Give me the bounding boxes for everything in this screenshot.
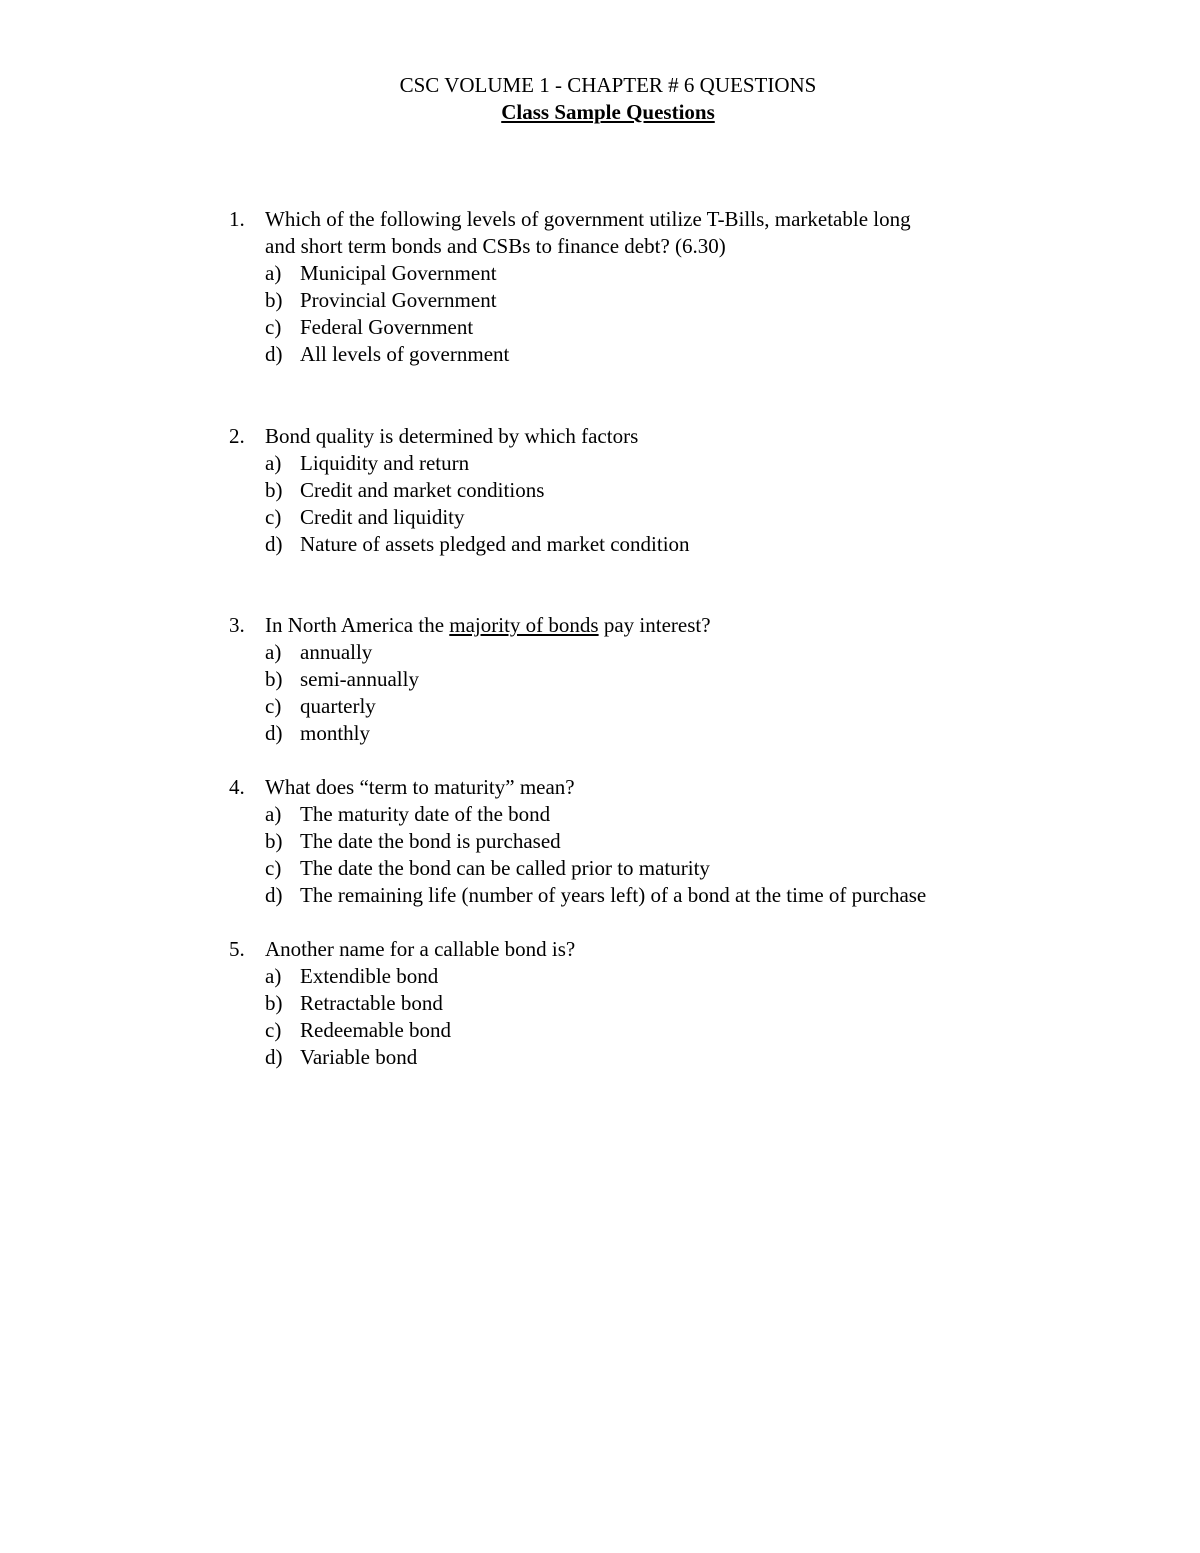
question-stem <box>229 936 1029 963</box>
option-letter: c) <box>265 856 282 880</box>
option-text: monthly <box>300 721 371 745</box>
option-letter: b) <box>265 991 283 1015</box>
answer-option-b <box>229 828 1029 855</box>
answer-option-c <box>229 1017 1029 1044</box>
question-number: 1. <box>229 207 245 231</box>
option-text: Redeemable bond <box>300 1018 452 1042</box>
question-stem <box>229 612 1029 639</box>
answer-option-c <box>229 314 1029 341</box>
option-letter: d) <box>265 342 283 366</box>
option-letter: c) <box>265 505 282 529</box>
question-text-line-2: and short term bonds and CSBs to finance debt? (6.30) <box>265 234 726 258</box>
question-text-start: In North America the <box>265 613 450 637</box>
answer-option-d <box>229 531 1029 558</box>
option-text: Retractable bond <box>300 991 443 1015</box>
answer-option-a <box>229 450 1029 477</box>
answer-option-b <box>229 990 1029 1017</box>
question-text: Bond quality is determined by which factors <box>265 424 639 448</box>
option-text: All levels of government <box>300 342 510 366</box>
answer-options <box>229 450 1029 558</box>
answer-option-b <box>229 666 1029 693</box>
question-number: 5. <box>229 937 245 961</box>
option-text: The remaining life (number of years left) of a bond at the time of purchase <box>300 883 927 907</box>
option-text: The date the bond is purchased <box>300 829 561 853</box>
option-text: The date the bond can be called prior to maturity <box>300 856 710 880</box>
option-text: Variable bond <box>300 1045 418 1069</box>
question-text: Another name for a callable bond is? <box>265 937 576 961</box>
option-text: Liquidity and return <box>300 451 470 475</box>
option-letter: d) <box>265 721 283 745</box>
answer-option-d <box>229 882 1029 909</box>
option-letter: a) <box>265 964 282 988</box>
question-stem <box>229 423 1029 450</box>
answer-option-c <box>229 693 1029 720</box>
question-text-end: pay interest? <box>598 613 711 637</box>
option-letter: c) <box>265 1018 282 1042</box>
option-letter: b) <box>265 829 283 853</box>
answer-option-b <box>229 477 1029 504</box>
option-letter: c) <box>265 315 282 339</box>
option-letter: d) <box>265 883 283 907</box>
option-text: Extendible bond <box>300 964 439 988</box>
option-text: quarterly <box>300 694 376 718</box>
question-1 <box>229 206 1029 368</box>
option-letter: d) <box>265 532 283 556</box>
option-letter: c) <box>265 694 282 718</box>
answer-option-a <box>229 963 1029 990</box>
question-stem <box>229 774 1029 801</box>
option-letter: b) <box>265 478 283 502</box>
option-letter: a) <box>265 640 282 664</box>
option-text: Credit and market conditions <box>300 478 545 502</box>
option-letter: b) <box>265 288 283 312</box>
question-text: What does “term to maturity” mean? <box>265 775 575 799</box>
answer-option-a <box>229 639 1029 666</box>
answer-option-a <box>229 260 1029 287</box>
answer-option-a <box>229 801 1029 828</box>
answer-options <box>229 260 1029 368</box>
page-subtitle: Class Sample Questions <box>501 100 715 124</box>
option-text: Municipal Government <box>300 261 497 285</box>
option-text: annually <box>300 640 373 664</box>
question-5 <box>229 936 1029 1071</box>
option-text: semi-annually <box>300 667 419 691</box>
option-letter: b) <box>265 667 283 691</box>
answer-option-b <box>229 287 1029 314</box>
question-4 <box>229 774 1029 909</box>
question-number: 2. <box>229 424 245 448</box>
option-letter: a) <box>265 261 282 285</box>
answer-options <box>229 801 1029 909</box>
answer-option-d <box>229 1044 1029 1071</box>
answer-options <box>229 639 1029 747</box>
underlined-phrase: majority of bonds <box>449 613 599 637</box>
answer-option-d <box>229 341 1029 368</box>
answer-option-d <box>229 720 1029 747</box>
option-text: Credit and liquidity <box>300 505 465 529</box>
option-letter: a) <box>265 802 282 826</box>
question-number: 3. <box>229 613 245 637</box>
page-title: CSC VOLUME 1 - CHAPTER # 6 QUESTIONS <box>399 73 817 97</box>
option-letter: d) <box>265 1045 283 1069</box>
option-text: Nature of assets pledged and market condition <box>300 532 690 556</box>
option-text: Federal Government <box>300 315 474 339</box>
question-number: 4. <box>229 775 245 799</box>
question-2 <box>229 423 1029 558</box>
option-text: The maturity date of the bond <box>300 802 551 826</box>
question-stem <box>229 206 1029 260</box>
option-letter: a) <box>265 451 282 475</box>
question-text <box>265 612 1029 639</box>
option-text: Provincial Government <box>300 288 497 312</box>
question-text-line-1: Which of the following levels of government utilize T-Bills, marketable long <box>265 207 911 231</box>
question-3 <box>229 612 1029 747</box>
answer-option-c <box>229 504 1029 531</box>
answer-options <box>229 963 1029 1071</box>
document-header <box>0 72 1200 126</box>
answer-option-c <box>229 855 1029 882</box>
